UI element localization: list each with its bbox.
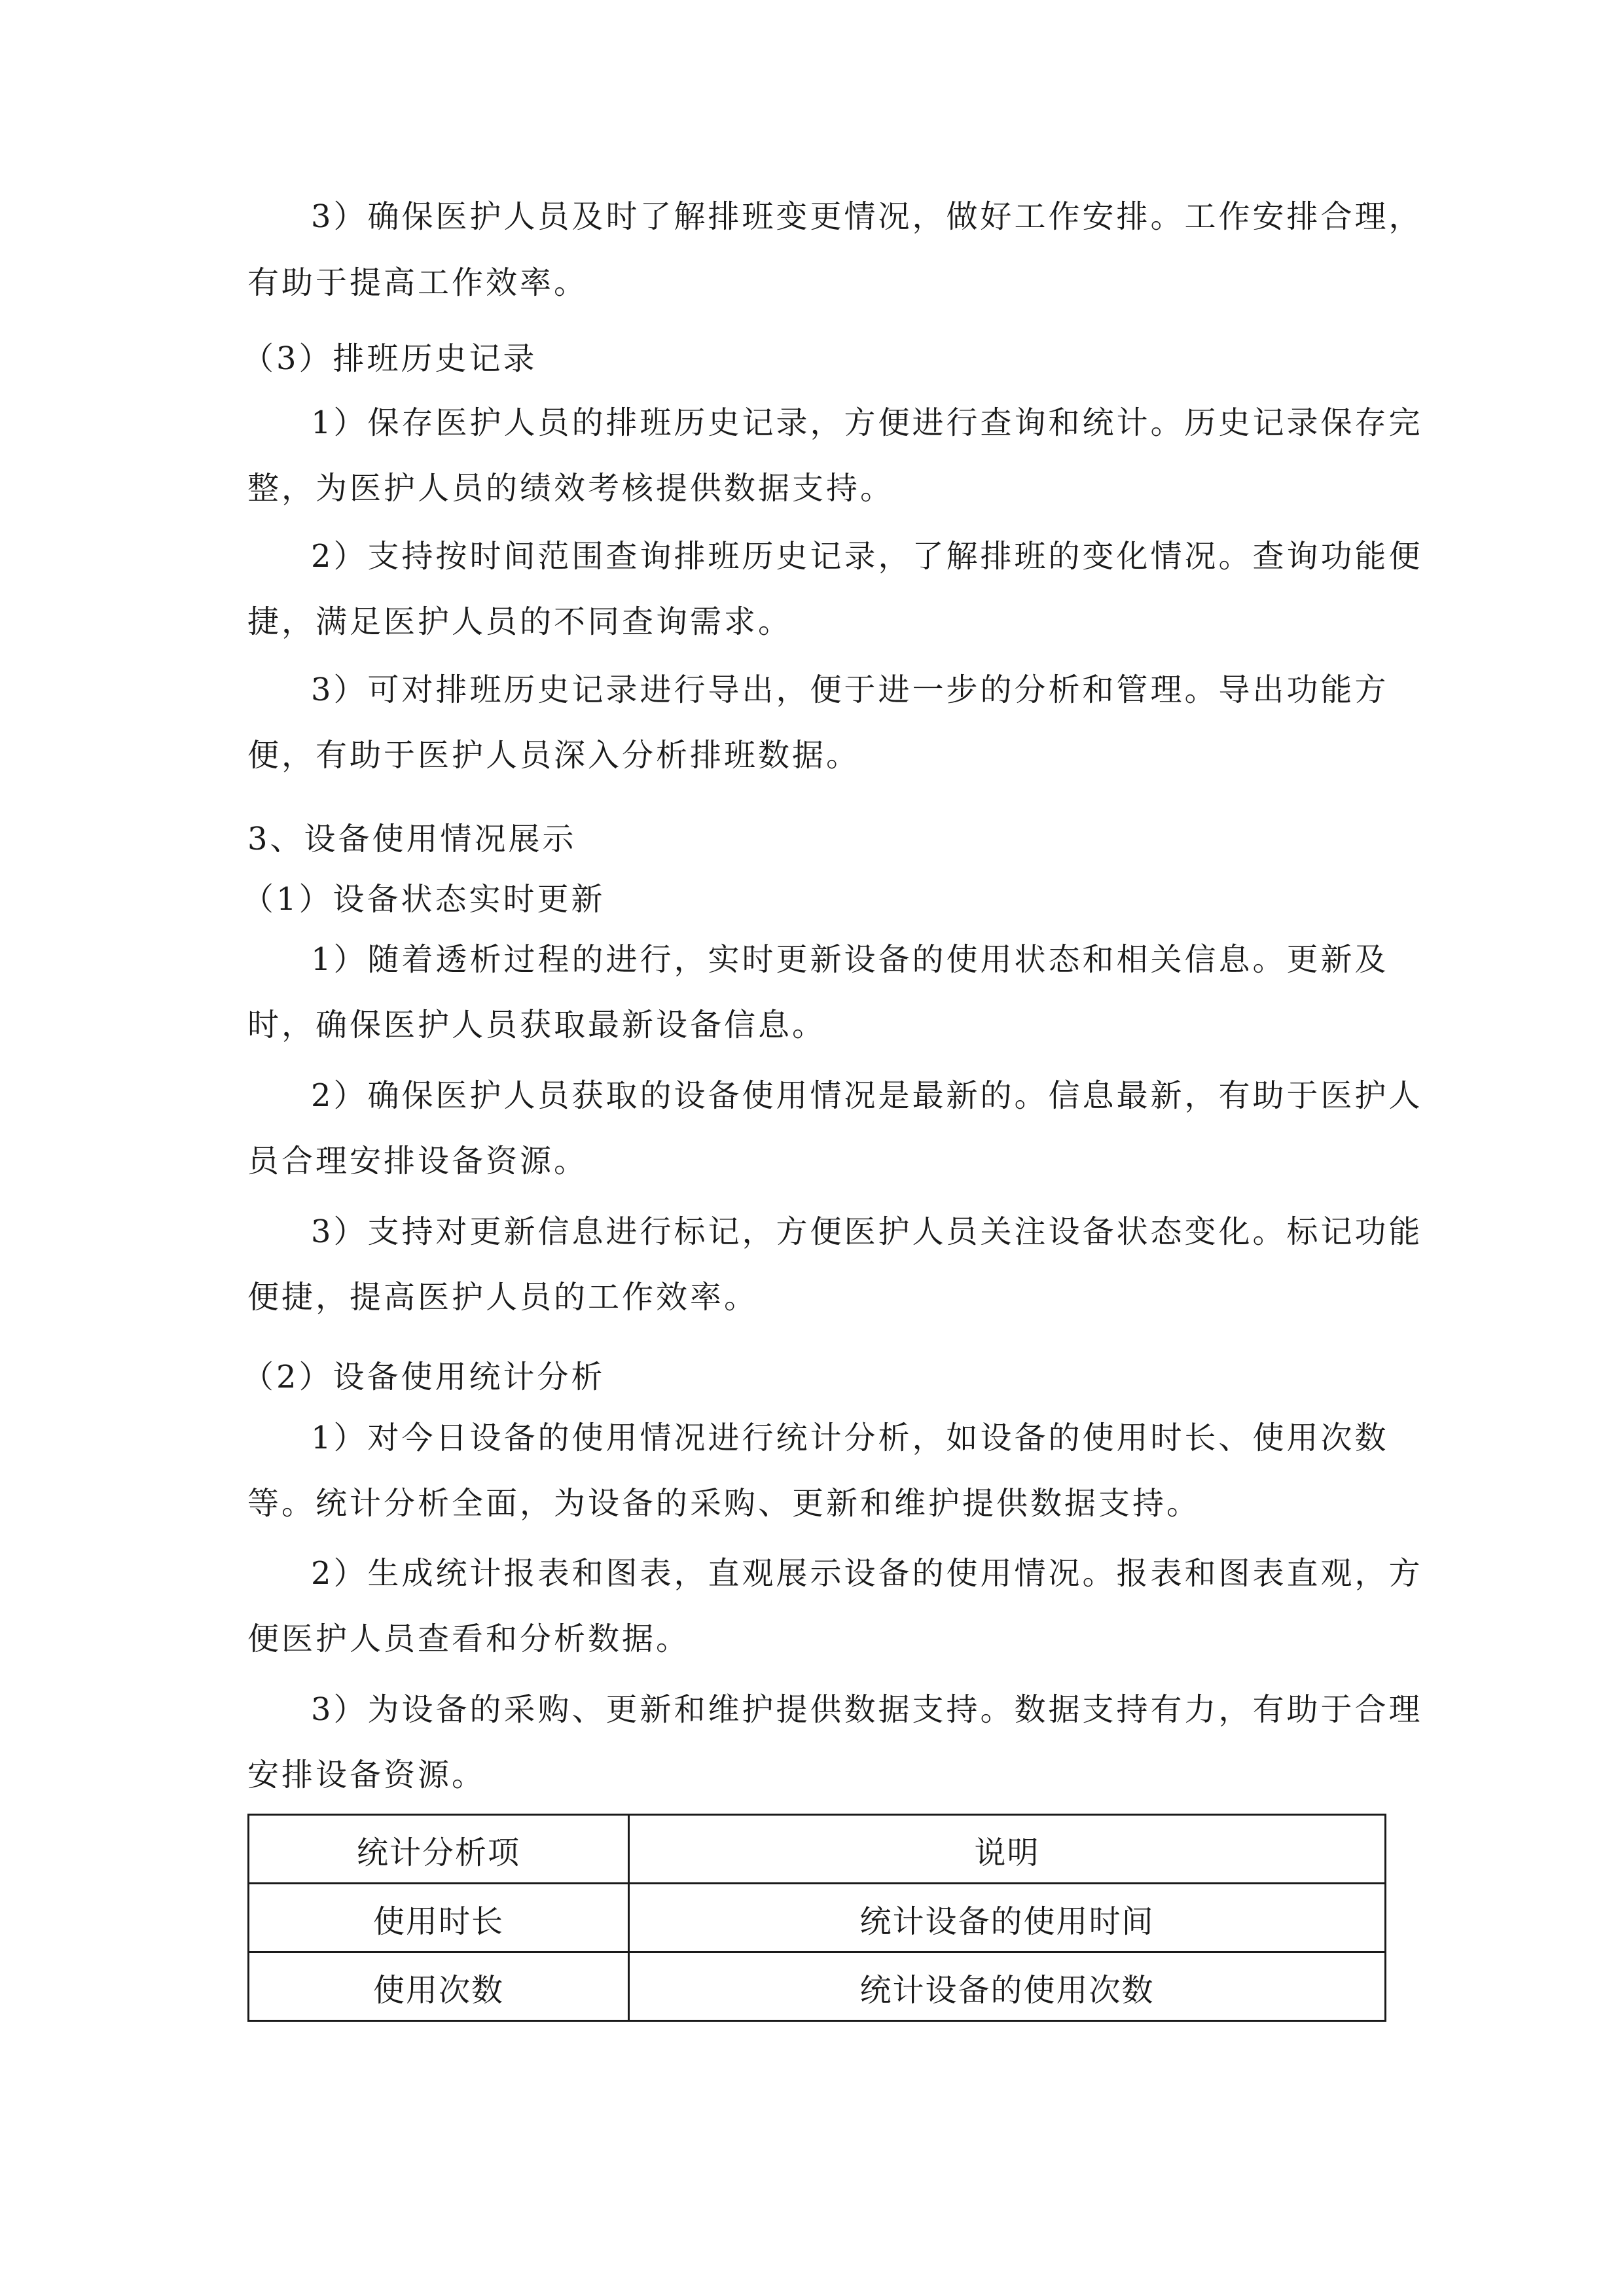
paragraph-line: 安排设备资源。 xyxy=(247,1757,486,1793)
table-header-row xyxy=(249,1815,1386,1884)
paragraph-line: 2）支持按时间范围查询排班历史记录，了解排班的变化情况。查询功能便 xyxy=(311,538,1423,575)
paragraph-line: 2）生成统计报表和图表，直观展示设备的使用情况。报表和图表直观，方 xyxy=(311,1555,1423,1592)
paragraph-line: 时，确保医护人员获取最新设备信息。 xyxy=(247,1007,827,1043)
paragraph-line: 2）确保医护人员获取的设备使用情况是最新的。信息最新，有助于医护人 xyxy=(311,1077,1423,1114)
section-heading: （3）排班历史记录 xyxy=(242,340,537,377)
table-cell: 使用次数 xyxy=(249,1952,629,2021)
table-cell: 使用时长 xyxy=(249,1884,629,1952)
section-heading: 3、设备使用情况展示 xyxy=(247,821,577,857)
paragraph-line: 有助于提高工作效率。 xyxy=(247,264,588,301)
table-header-cell: 说明 xyxy=(629,1815,1386,1884)
table-header-cell: 统计分析项 xyxy=(249,1815,629,1884)
paragraph-line: 整，为医护人员的绩效考核提供数据支持。 xyxy=(247,470,895,507)
paragraph-line: 便，有助于医护人员深入分析排班数据。 xyxy=(247,737,861,774)
paragraph-line: 等。统计分析全面，为设备的采购、更新和维护提供数据支持。 xyxy=(247,1485,1201,1522)
paragraph-line: 1）随着透析过程的进行，实时更新设备的使用状态和相关信息。更新及 xyxy=(311,941,1389,978)
paragraph-line: 便医护人员查看和分析数据。 xyxy=(247,1621,691,1657)
table-cell: 统计设备的使用次数 xyxy=(629,1952,1386,2021)
table-row xyxy=(249,1952,1386,2021)
paragraph-line: 3）为设备的采购、更新和维护提供数据支持。数据支持有力，有助于合理 xyxy=(311,1691,1423,1728)
statistics-table xyxy=(247,1814,1386,2022)
paragraph-line: 1）保存医护人员的排班历史记录，方便进行查询和统计。历史记录保存完 xyxy=(311,404,1423,441)
table-row xyxy=(249,1884,1386,1952)
section-heading: （1）设备状态实时更新 xyxy=(242,881,605,918)
section-heading: （2）设备使用统计分析 xyxy=(242,1359,605,1395)
table-cell: 统计设备的使用时间 xyxy=(629,1884,1386,1952)
paragraph-line: 3）可对排班历史记录进行导出，便于进一步的分析和管理。导出功能方 xyxy=(311,672,1389,708)
paragraph-line: 员合理安排设备资源。 xyxy=(247,1143,588,1179)
paragraph-line: 便捷，提高医护人员的工作效率。 xyxy=(247,1279,759,1316)
paragraph-line: 3）确保医护人员及时了解排班变更情况，做好工作安排。工作安排合理， xyxy=(311,198,1423,235)
paragraph-line: 3）支持对更新信息进行标记，方便医护人员关注设备状态变化。标记功能 xyxy=(311,1213,1423,1250)
paragraph-line: 1）对今日设备的使用情况进行统计分析，如设备的使用时长、使用次数 xyxy=(311,1420,1389,1456)
paragraph-line: 捷，满足医护人员的不同查询需求。 xyxy=(247,603,793,640)
